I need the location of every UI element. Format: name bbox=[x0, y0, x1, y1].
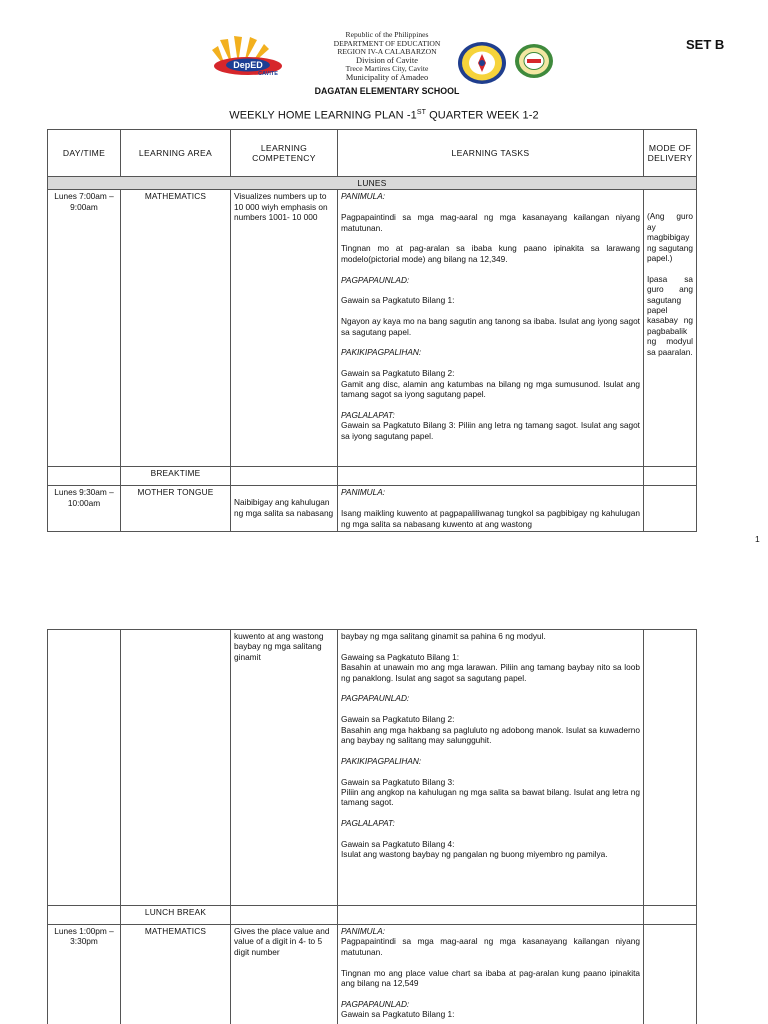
table-row bbox=[48, 467, 697, 486]
mode-cell bbox=[644, 486, 697, 532]
day-time-cell bbox=[48, 630, 121, 906]
mode-cell bbox=[644, 906, 697, 925]
tasks-cell bbox=[338, 190, 644, 467]
task-heading: PANIMULA: bbox=[341, 926, 386, 936]
mode-cell bbox=[644, 467, 697, 486]
header-learning-tasks: LEARNING TASKS bbox=[338, 130, 644, 177]
task-text: Basahin ang mga hakbang sa pagluluto ng adobong manok. Isulat sa kuwaderno ang baybay ng salitang may salungguhit. bbox=[341, 724, 640, 746]
tasks-cell bbox=[338, 925, 644, 1024]
day-band-row bbox=[48, 177, 697, 190]
learning-area-cell: MOTHER TONGUE bbox=[121, 486, 231, 532]
mode-cell bbox=[644, 630, 697, 906]
mode-cell bbox=[644, 925, 697, 1024]
page-number: 1 bbox=[755, 534, 760, 544]
task-text: Gawain sa Pagkatuto Bilang 2: bbox=[341, 368, 455, 379]
task-text: Ngayon ay kaya mo na bang sagutin ang tanong sa ibaba. Isulat ang iyong sagot sa sagutang papel. bbox=[341, 316, 640, 337]
competency-cell: Visualizes numbers up to 10 000 wiyh emphasis on numbers 1001- 10 000 bbox=[231, 190, 338, 467]
school-name: DAGATAN ELEMENTARY SCHOOL bbox=[314, 86, 460, 96]
division-seal-icon bbox=[457, 41, 507, 85]
learning-area-cell: MATHEMATICS bbox=[121, 190, 231, 467]
learning-plan-table-continued bbox=[47, 629, 697, 1024]
mode-cell bbox=[644, 190, 697, 467]
competency-cell bbox=[231, 486, 338, 532]
competency-cell bbox=[231, 906, 338, 925]
task-heading: PAGLALAPAT: bbox=[341, 818, 395, 829]
letterhead-text bbox=[300, 31, 474, 83]
deped-logo-icon bbox=[212, 36, 304, 78]
tasks-cell bbox=[338, 906, 644, 925]
task-text: baybay ng mga salitang ginamit sa pahina 6 ng modyul. bbox=[341, 631, 546, 641]
task-text: Gawain sa Pagkatuto Bilang 1: bbox=[341, 295, 455, 306]
task-heading: PAKIKIPAGPALIHAN: bbox=[341, 347, 422, 358]
mode-text: (Ang guro ay magbibigay ng sagutang papel.) bbox=[647, 211, 693, 264]
learning-area-cell: MATHEMATICS bbox=[121, 925, 231, 1024]
learning-area-cell bbox=[121, 630, 231, 906]
task-text: Gamit ang disc, alamin ang katumbas na bilang ng mga sumusunod. Isulat ang tamang sagot sa iyong sagutang papel. bbox=[341, 378, 640, 400]
task-heading: PAGPAPAUNLAD: bbox=[341, 274, 410, 285]
competency-text: Naibibigay ang kahulugan ng mga salita sa nabasang bbox=[234, 497, 334, 518]
table-row bbox=[48, 630, 697, 906]
breaktime-cell: BREAKTIME bbox=[121, 467, 231, 486]
task-heading: PAGPAPAUNLAD: bbox=[341, 998, 410, 1009]
document-page-2 bbox=[0, 620, 768, 1024]
mode-text: Ipasa sa guro ang sagutang papel kasabay ng pagbabalik ng modyul sa paaralan. bbox=[647, 273, 693, 357]
task-text: Isulat ang wastong baybay ng pangalan ng buong miyembro ng pamilya. bbox=[341, 849, 608, 860]
lunch-break-cell: LUNCH BREAK bbox=[121, 906, 231, 925]
set-label: SET B bbox=[686, 37, 725, 52]
task-text: Piliin ang angkop na kahulugan ng mga salita sa bawat bilang. Isulat ang letra ng tamang sagot. bbox=[341, 787, 640, 808]
competency-cell: Gives the place value and value of a digit in 4- to 5 digit number bbox=[231, 925, 338, 1024]
task-text: Isang maikling kuwento at pagpapaliliwanag tungkol sa pagbibigay ng kahulugan ng mga salita sa nabasang kuwento at ang wastong bbox=[341, 508, 640, 529]
task-text: Basahin at unawain mo ang mga larawan. Piliin ang tamang baybay nito sa loob ng panaklong. Isulat ang sagot sa sagutang papel. bbox=[341, 662, 640, 683]
day-band-lunes: LUNES bbox=[48, 177, 697, 190]
task-text: Pagpapaintindi sa mga mag-aaral ng mga kasanayang kailangan niyang matutunan. bbox=[341, 936, 640, 957]
department-line: DEPARTMENT OF EDUCATION bbox=[333, 38, 441, 48]
task-text: Tingnan mo ang place value chart sa ibaba at pag-aralan kung paano ipinakita ang bilang na 12,549 bbox=[341, 967, 640, 989]
tasks-cell bbox=[338, 467, 644, 486]
task-heading: PANIMULA: bbox=[341, 487, 386, 498]
task-text: Gawain sa Pagkatuto Bilang 2: bbox=[341, 714, 455, 725]
table-row bbox=[48, 906, 697, 925]
header-learning-area: LEARNING AREA bbox=[121, 130, 231, 177]
day-time-cell: Lunes 9:30am – 10:00am bbox=[48, 486, 121, 532]
table-row bbox=[48, 925, 697, 1024]
learning-plan-table bbox=[47, 129, 697, 532]
task-text: Gawain sa Pagkatuto Bilang 3: Piliin ang letra ng tamang sagot. Isulat ang sagot sa iyong sagutang papel. bbox=[341, 420, 640, 441]
task-text: Gawain sa Pagkatuto Bilang 1: bbox=[341, 1009, 455, 1020]
task-heading: PANIMULA: bbox=[341, 191, 386, 202]
day-time-cell: Lunes 7:00am – 9:00am bbox=[48, 190, 121, 467]
tasks-cell bbox=[338, 630, 644, 906]
table-header-row bbox=[48, 130, 697, 177]
day-time-cell bbox=[48, 467, 121, 486]
day-time-cell: Lunes 1:00pm – 3:30pm bbox=[48, 925, 121, 1024]
header-learning-competency: LEARNING COMPETENCY bbox=[231, 130, 338, 177]
task-text: Gawain sa Pagkatuto Bilang 3: bbox=[341, 776, 455, 787]
competency-cell bbox=[231, 467, 338, 486]
task-text: Tingnan mo at pag-aralan sa ibaba kung paano ipinakita sa larawang modelo(pictorial mode) ang bilang na 12,349. bbox=[341, 243, 640, 264]
letterhead bbox=[0, 30, 768, 96]
city-line: Trece Martires City, Cavite bbox=[345, 64, 429, 74]
republic-line: Republic of the Philippines bbox=[345, 30, 429, 39]
table-row bbox=[48, 486, 697, 532]
task-text: Gawain sa Pagkatuto Bilang 4: bbox=[341, 839, 455, 850]
svg-text:CAVITE: CAVITE bbox=[258, 71, 278, 77]
division-line: Division of Cavite bbox=[356, 55, 418, 65]
header-day-time: DAY/TIME bbox=[48, 130, 121, 177]
header-mode-of-delivery: MODE OF DELIVERY bbox=[644, 130, 697, 177]
school-seal-icon bbox=[514, 43, 554, 79]
document-title: WEEKLY HOME LEARNING PLAN -1ST QUARTER WEEK 1-2 bbox=[229, 109, 539, 122]
task-heading: PAGPAPAUNLAD: bbox=[341, 693, 410, 704]
day-time-cell bbox=[48, 906, 121, 925]
competency-cell: kuwento at ang wastong baybay ng mga salitang ginamit bbox=[231, 630, 338, 906]
tasks-cell bbox=[338, 486, 644, 532]
municipality-line: Municipality of Amadeo bbox=[345, 72, 429, 82]
table-row bbox=[48, 190, 697, 467]
task-heading: PAKIKIPAGPALIHAN: bbox=[341, 755, 422, 766]
task-text: Gawaing sa Pagkatuto Bilang 1: bbox=[341, 651, 460, 662]
region-line: REGION IV-A CALABARZON bbox=[337, 47, 437, 57]
task-text: Pagpapaintindi sa mga mag-aaral ng mga kasanayang kailangan niyang matutunan. bbox=[341, 212, 640, 233]
svg-text:DepED: DepED bbox=[233, 60, 263, 70]
task-heading: PAGLALAPAT: bbox=[341, 409, 395, 420]
